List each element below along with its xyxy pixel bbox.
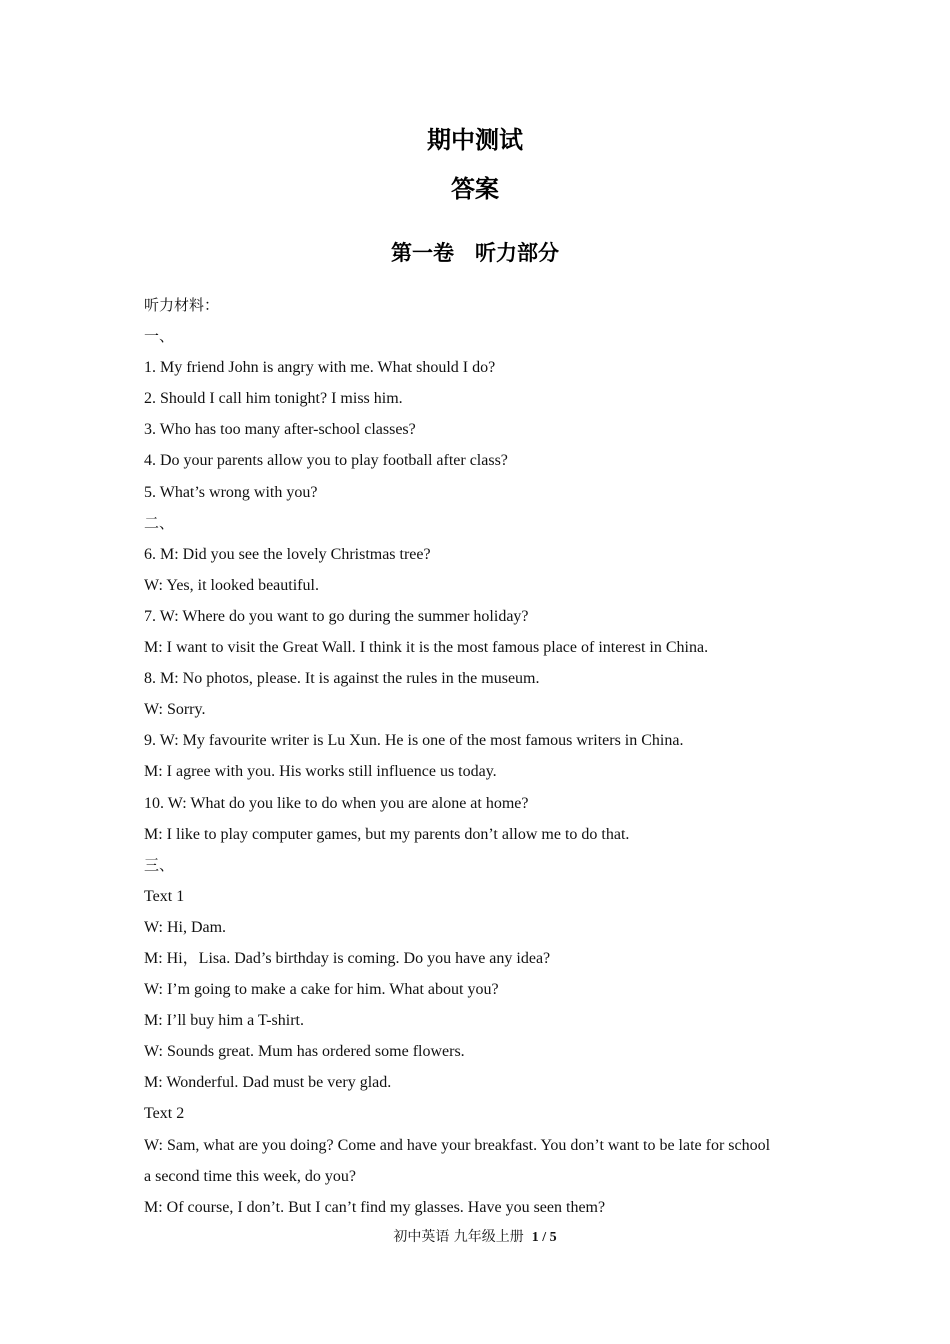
transcript-line: 8. M: No photos, please. It is against the rules in the museum. bbox=[144, 670, 540, 688]
listening-transcript bbox=[144, 290, 814, 1223]
transcript-line: 9. W: My favourite writer is Lu Xun. He is one of the most famous writers in China. bbox=[144, 732, 684, 750]
transcript-line: 5. What’s wrong with you? bbox=[144, 483, 318, 501]
transcript-line: 听力材料： bbox=[144, 296, 220, 314]
transcript-line: M: Hi，Lisa. Dad’s birthday is coming. Do you have any idea? bbox=[144, 949, 551, 967]
transcript-line: 1. My friend John is angry with me. What should I do? bbox=[144, 359, 496, 377]
transcript-line: Text 1 bbox=[144, 887, 185, 905]
transcript-line: W: Hi, Dam. bbox=[144, 918, 227, 936]
section-heading: 第一卷 听力部分 bbox=[391, 241, 559, 265]
transcript-line: M: I agree with you. His works still influence us today. bbox=[144, 763, 497, 781]
transcript-line: 二、 bbox=[144, 513, 175, 532]
transcript-line: W: Sounds great. Mum has ordered some flowers. bbox=[144, 1043, 465, 1061]
transcript-line: M: Of course, I don’t. But I can’t find my glasses. Have you seen them? bbox=[144, 1198, 606, 1216]
page-number: 1 / 5 bbox=[531, 1230, 557, 1245]
transcript-line: 一、 bbox=[144, 327, 175, 346]
transcript-line: Text 2 bbox=[144, 1105, 185, 1123]
transcript-line: 4. Do your parents allow you to play football after class? bbox=[144, 452, 508, 470]
page-title: 期中测试 bbox=[427, 126, 523, 154]
transcript-line: a second time this week, do you? bbox=[144, 1167, 356, 1185]
page-footer bbox=[0, 1227, 950, 1248]
transcript-line: M: Wonderful. Dad must be very glad. bbox=[144, 1074, 392, 1092]
transcript-line: W: Sam, what are you doing? Come and have your breakfast. You don’t want to be late for school bbox=[144, 1136, 771, 1154]
transcript-line: 6. M: Did you see the lovely Christmas tree? bbox=[144, 545, 431, 563]
transcript-line: W: Yes, it looked beautiful. bbox=[144, 576, 319, 594]
page-subtitle: 答案 bbox=[451, 175, 499, 203]
transcript-line: M: I’ll buy him a T-shirt. bbox=[144, 1012, 304, 1030]
transcript-line: W: Sorry. bbox=[144, 701, 206, 719]
transcript-line: 7. W: Where do you want to go during the summer holiday? bbox=[144, 607, 529, 625]
footer-course-label: 初中英语 九年级上册 bbox=[393, 1229, 524, 1245]
transcript-line: 10. W: What do you like to do when you are alone at home? bbox=[144, 794, 529, 812]
transcript-line: 2. Should I call him tonight? I miss him. bbox=[144, 390, 403, 408]
transcript-line: M: I want to visit the Great Wall. I think it is the most famous place of interest in China. bbox=[144, 639, 709, 657]
transcript-line: 3. Who has too many after-school classes? bbox=[144, 421, 416, 439]
transcript-line: 三、 bbox=[144, 855, 175, 874]
transcript-line: M: I like to play computer games, but my parents don’t allow me to do that. bbox=[144, 825, 630, 843]
transcript-line: W: I’m going to make a cake for him. What about you? bbox=[144, 981, 499, 999]
